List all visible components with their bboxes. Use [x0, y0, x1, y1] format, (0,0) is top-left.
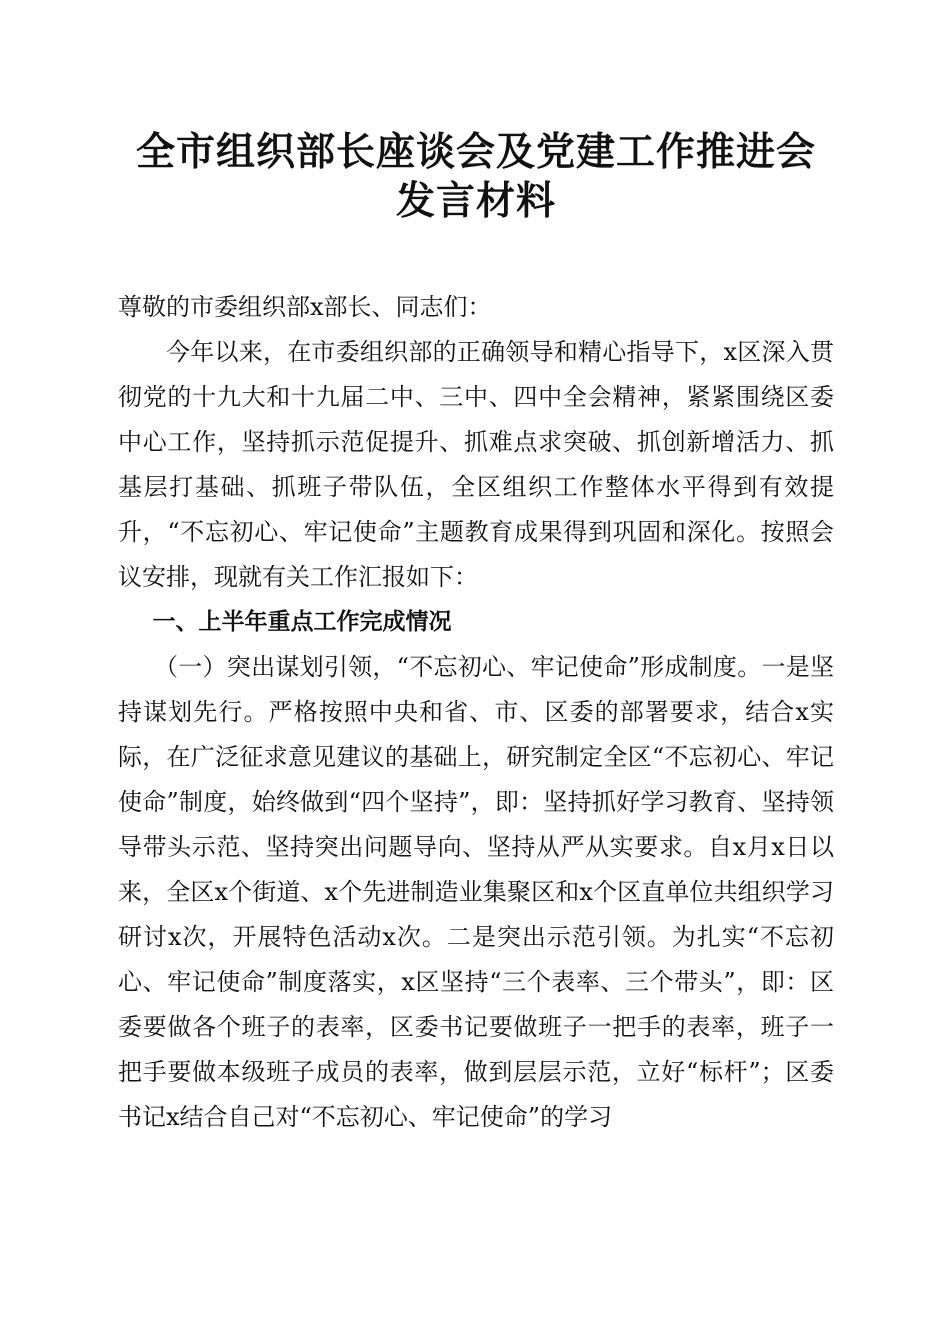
- intro-paragraph: 今年以来，在市委组织部的正确领导和精心指导下，x区深入贯彻党的十九大和十九届二中、三中、四中全会精神，紧紧围绕区委中心工作，坚持抓示范促提升、抓难点求突破、抓创新增活力、抓基层打基础、抓班子带队伍，全区组织工作整体水平得到有效提升，“不忘初心、牢记使命”主题教育成果得到巩固和深化。按照会议安排，现就有关工作汇报如下：: [118, 338, 834, 591]
- document-title: 全市组织部长座谈会及党建工作推进会发言材料: [135, 129, 816, 224]
- document-body: [118, 285, 834, 1140]
- subsection-paragraph: [118, 645, 834, 1140]
- section-heading: 一、上半年重点工作完成情况: [152, 609, 452, 635]
- subsection-heading: （一）突出谋划引领，“不忘初心、牢记使命”形成制度。: [154, 653, 762, 681]
- salutation: 尊敬的市委组织部x部长、同志们：: [118, 293, 492, 321]
- document-page: [118, 128, 834, 1140]
- subsection-body: 一是坚持谋划先行。严格按照中央和省、市、区委的部署要求，结合x实际，在广泛征求意见建议的基础上，研究制定全区“不忘初心、牢记使命”制度，始终做到“四个坚持”，即：坚持抓好学习教育、坚持领导带头示范、坚持突出问题导向、坚持从严从实要求。自x月x日以来，全区x个街道、x个先进制造业集聚区和x个区直单位共组织学习研讨x次，开展特色活动x次。二是突出示范引领。为扎实“不忘初心、牢记使命”制度落实，x区坚持“三个表率、三个带头”，即：区委要做各个班子的表率，区委书记要做班子一把手的表率，班子一把手要做本级班子成员的表率，做到层层示范，立好“标杆”；区委书记x结合自己对“不忘初心、牢记使命”的学习: [118, 653, 835, 1131]
